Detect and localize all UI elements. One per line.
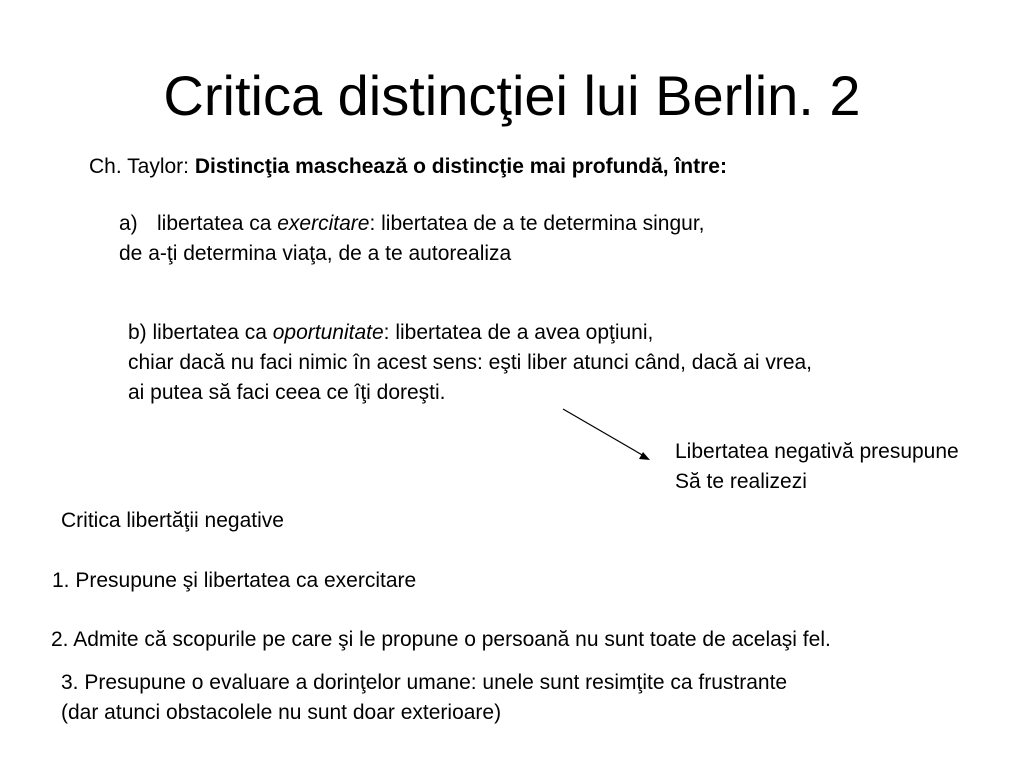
critique-point-1: 1. Presupune şi libertatea ca exercitare [52,569,417,592]
item-a [119,209,705,269]
critique-point-3-line-2: (dar atunci obstacolele nu sunt doar exterioare) [61,701,502,724]
item-a-line-2: de a-ţi determina viaţa, de a te autorealiza [119,242,512,265]
critique-point-3-line-1: 3. Presupune o evaluare a dorinţelor umane: unele sunt resimţite ca frustrante [61,671,788,694]
critique-point-3 [61,668,787,728]
item-b-line-3: ai putea să faci ceea ce îţi doreşti. [128,381,446,404]
critique-point-2: 2. Admite că scopurile pe care şi le propune o persoană nu sunt toate de acelaşi fel. [51,628,831,651]
note-negative-liberty [675,437,959,497]
item-b-term: oportunitate [272,321,384,344]
intro-statement: Distincţia maschează o distincţie mai profundă, între: [194,155,727,178]
item-a-marker: a) [119,212,138,235]
item-b-rest: : libertatea de a avea opţiuni, [383,321,654,344]
slide-title: Critica distincţiei lui Berlin. 2 [163,64,861,127]
item-a-rest: : libertatea de a te determina singur, [369,212,705,235]
note-line-1: Libertatea negativă presupune [675,440,959,463]
item-a-term: exercitare [277,212,370,235]
critique-heading: Critica libertăţii negative [61,509,284,532]
arrow-head-icon [639,452,650,460]
item-b-prefix: b) libertatea ca [128,321,273,344]
intro-author: Ch. Taylor: [89,155,195,178]
item-a-line-1 [119,209,705,239]
item-b [128,318,812,408]
item-a-prefix: libertatea ca [157,212,278,235]
item-b-line-1 [128,318,812,348]
arrow-line [563,409,644,456]
note-line-2: Să te realizezi [675,470,807,493]
intro-text [89,152,727,182]
item-b-line-2: chiar dacă nu faci nimic în acest sens: eşti liber atunci când, dacă ai vrea, [128,351,813,374]
